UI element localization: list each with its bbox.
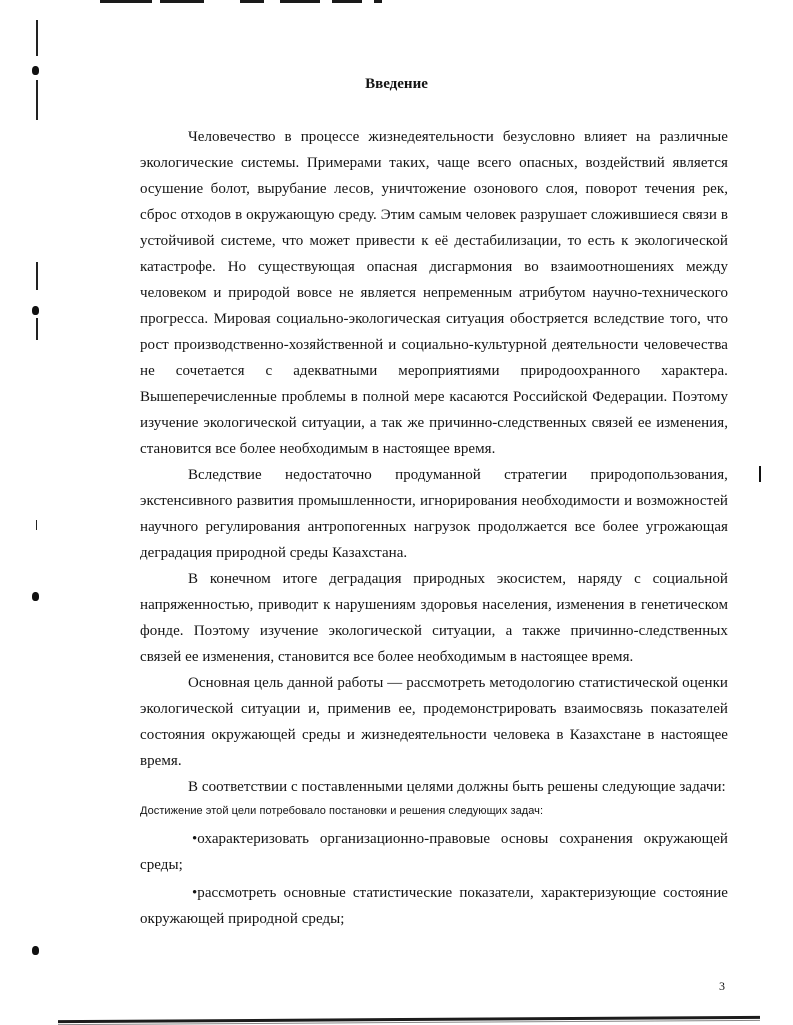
page-title: Введение (365, 76, 428, 92)
binder-hole-mark (32, 66, 39, 75)
binder-hole-mark (32, 306, 39, 315)
page-number: 3 (719, 979, 725, 993)
paragraph: В соответствии с поставленными целями должны быть решены следующие задачи: (188, 779, 726, 795)
small-note: Достижение этой цели потребовало постановки и решения следующих задач: (140, 805, 544, 817)
bullet-item: •охарактеризовать организационно-правовые основы сохранения окружающей среды; (140, 831, 728, 873)
scan-artifact-left-line (36, 520, 37, 530)
paragraph: Основная цель данной работы — рассмотреть методологию статистической оценки экологической ситуации и, применив ее, продемонстрировать взаимосвязь показателей состояния окружающей среды и жизнедеятельности человека в Казахстане в настоящее время. (140, 675, 728, 769)
paragraph: Вследствие недостаточно продуманной стратегии природопользования, экстенсивного развития промышленности, игнорирования необходимости и возможностей научного регулирования антропогенных нагрузок продолжается все более угрожающая деградация природной среды Казахстана. (140, 467, 728, 561)
scan-artifact-left-line (36, 20, 38, 56)
paragraph: Человечество в процессе жизнедеятельности безусловно влияет на различные экологические системы. Примерами таких, чаще всего опасных, воздействий является осушение болот, вырубание лесов, уничтожение озонового слоя, поворот течения рек, сброс отходов в окружающую среду. Этим самым человек разрушает сложившиеся связи в устойчивой системе, что может привести к её дестабилизации, то есть к экологической катастрофе. Но существующая опасная дисгармония во взаимоотношениях между человеком и природой вовсе не является непременным атрибутом научно-технического прогресса. Мировая социально-экологическая ситуация обостряется вследствие того, что рост производственно-хозяйственной и социально-культурной деятельности человечества не сочетается с адекватными мероприятиями природоохранного характера. Вышеперечисленные проблемы в полной мере касаются Российской Федерации. Поэтому изучение экологической ситуации, а так же причинно-следственных связей ее изменения, становится все более необходимым в настоящее время. (140, 129, 728, 457)
scan-artifact-right-mark (759, 466, 761, 482)
binder-hole-mark (32, 946, 39, 955)
scan-artifact-left-line (36, 318, 38, 340)
scan-artifact-left-line (36, 262, 38, 290)
paragraph: В конечном итоге деградация природных экосистем, наряду с социальной напряженностью, приводит к нарушениям здоровья населения, изменения в генетическом фонде. Поэтому изучение экологической ситуации, а также причинно-следственных связей ее изменения, становится все более необходимым в настоящее время. (140, 571, 728, 665)
body-text (140, 124, 728, 934)
bullet-item: •рассмотреть основные статистические показатели, характеризующие состояние окружающей природной среды; (140, 885, 728, 927)
binder-hole-mark (32, 592, 39, 601)
